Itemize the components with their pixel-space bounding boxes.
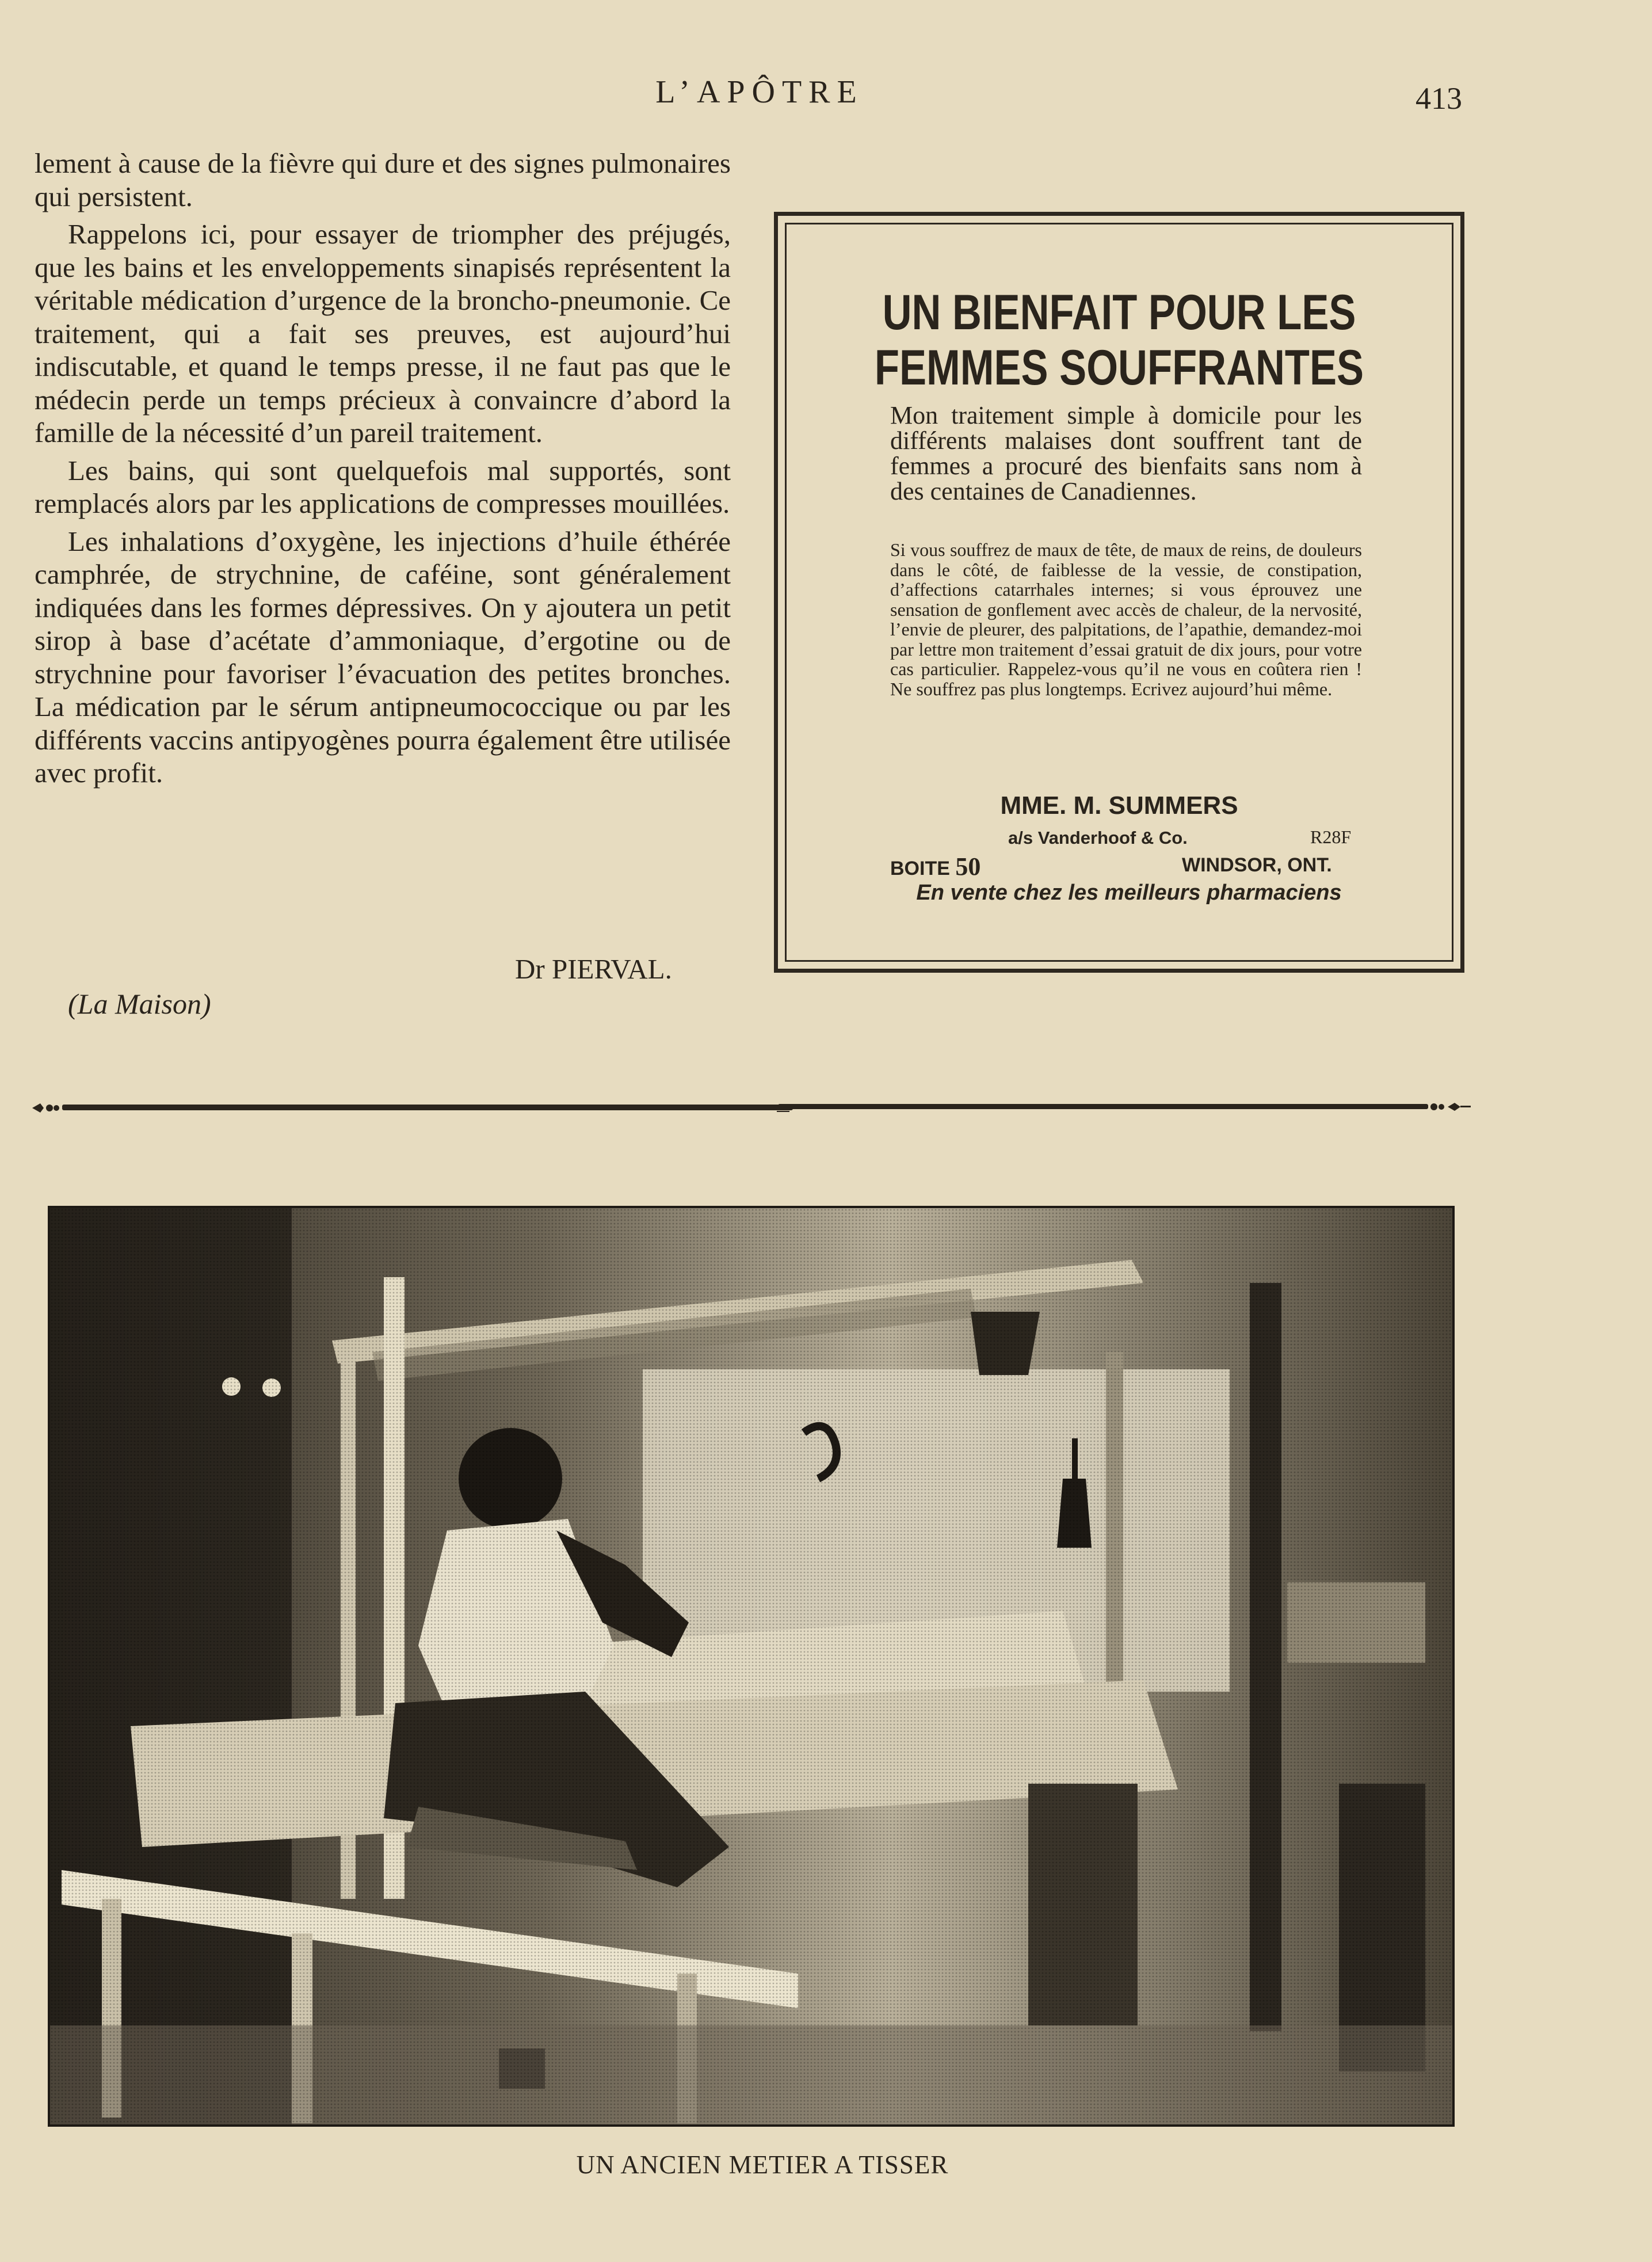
page-number: 413 [1416, 81, 1462, 116]
loom-photograph [48, 1206, 1455, 2127]
advertisement-inner-border [785, 223, 1453, 962]
ad-headline-line-2: FEMMES SOUFFRANTES [874, 340, 1364, 395]
ad-advertiser-name: MME. M. SUMMERS [1000, 791, 1238, 820]
divider-left-rule [62, 1105, 793, 1110]
divider-left-ornament [32, 1103, 44, 1113]
ad-reference-code: R28F [1310, 827, 1352, 847]
ad-care-of: a/s Vanderhoof & Co. [1008, 828, 1188, 848]
ad-lead-paragraph: Mon traitement simple à domicile pour les différents malaises dont souffrent tant de femmes a procuré des bienfaits sans nom à des centaines de Canadiennes. [890, 401, 1362, 505]
divider-right-ornament [1448, 1103, 1460, 1111]
article-source: (La Maison) [68, 988, 211, 1020]
ad-tagline: En vente chez les meilleurs pharmaciens [916, 881, 1342, 905]
ad-body-paragraph: Si vous souffrez de maux de tête, de maux de reins, de douleurs dans le côté, de faiblesse de la vessie, de constipation, d’affections catarrhales internes; si vous éprouvez une sensation de gonflement avec accès de chaleur, de la nervosité, l’envie de pleurer, des palpitations, de l’apathie, demandez-moi par lettre mon traitement d’essai gratuit de dix jours, pour votre cas particulier. Rappelez-vous qu’il ne vous en coûtera rien ! Ne souffrez pas plus longtemps. Ecrivez aujourd’hui même. [890, 539, 1362, 699]
article-paragraph-2: Rappelons ici, pour essayer de triompher des préjugés, que les bains et les enveloppements sinapisés représentent la véritable médication d’urgence de la broncho-pneumonie. Ce traitement, qui a fait ses preuves, est aujourd’hui indiscutable, et quand le temps presse, il ne faut pas que le médecin perde un temps précieux à convaincre d’abord la famille de la nécessité d’un pareil traitement. [35, 218, 731, 448]
ad-box-label: BOITE [890, 858, 950, 879]
ad-headline-line-1: UN BIENFAIT POUR LES [882, 285, 1356, 340]
article-paragraph-1: lement à cause de la fièvre qui dure et des signes pulmonaires qui persistent. [35, 147, 731, 212]
article-paragraph-3: Les bains, qui sont quelquefois mal supportés, sont remplacés alors par les applications de compresses mouillées. [35, 454, 731, 519]
photo-caption: UN ANCIEN METIER A TISSER [576, 2150, 949, 2179]
advertisement-box [774, 212, 1464, 973]
article-column [35, 147, 731, 794]
ad-city: WINDSOR, ONT. [1182, 854, 1332, 876]
ornamental-divider [30, 1094, 1474, 1122]
divider-right-rule [778, 1104, 1428, 1109]
author-signature: Dr PIERVAL. [515, 953, 672, 985]
article-paragraph-4: Les inhalations d’oxygène, les injections d’huile éthérée camphrée, de strychnine, de caféine, sont généralement indiquées dans les formes dépressives. On y ajoutera un petit sirop à base d’acétate d’ammoniaque, d’ergotine ou de strychnine pour favoriser l’évacuation des petites bronches. La médication par le sérum antipneumococcique ou par les différents vaccins antipyogènes pourra également être utilisée avec profit. [35, 525, 731, 789]
running-head: L’APÔTRE [655, 74, 864, 110]
ad-box-number: 50 [955, 852, 981, 881]
loom-photo-illustration [50, 1208, 1452, 2124]
ad-headline [846, 285, 1392, 395]
ad-postal-box [890, 852, 980, 881]
